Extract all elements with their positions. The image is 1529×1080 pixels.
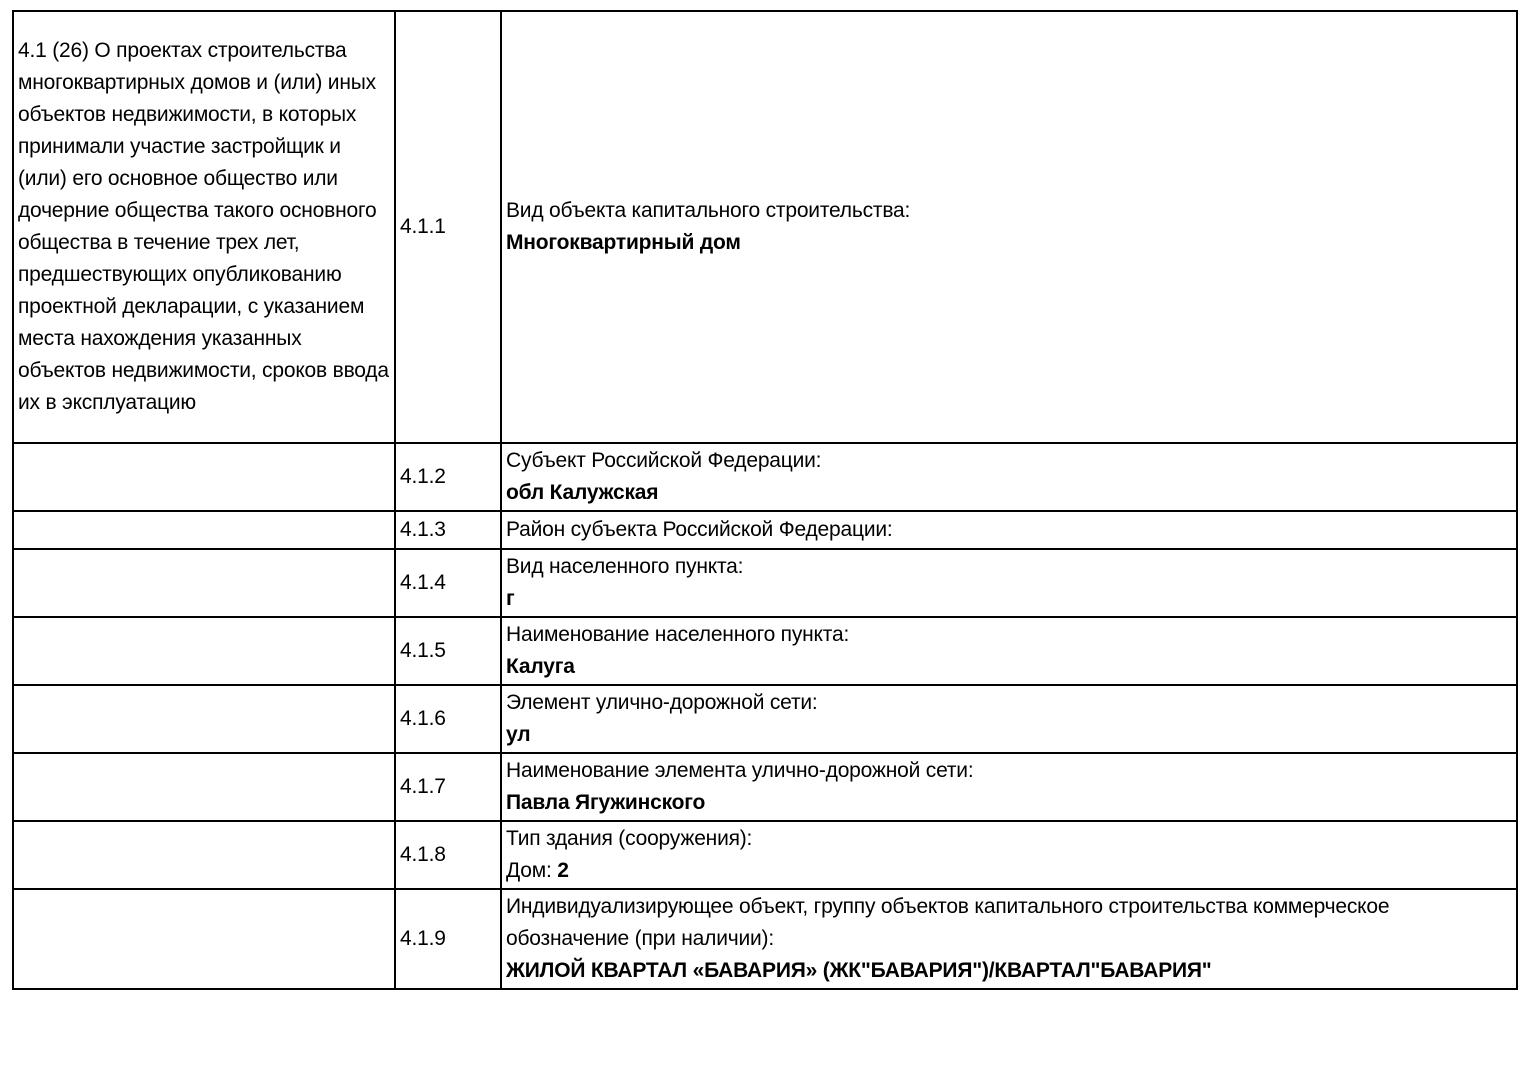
table-row: [13, 685, 1517, 753]
field-label: Индивидуализирующее объект, группу объектов капитального строительства коммерческое обозначение (при наличии):: [506, 895, 1390, 950]
field-value: Павла Ягужинского: [506, 791, 706, 814]
field-cell: [501, 617, 1517, 685]
declaration-table: [12, 10, 1518, 990]
field-value: ЖИЛОЙ КВАРТАЛ «БАВАРИЯ» (ЖК"БАВАРИЯ")/КВАРТАЛ"БАВАРИЯ": [506, 959, 1212, 982]
table-row: [13, 443, 1517, 511]
item-code: 4.1.7: [395, 753, 501, 821]
field-label: Тип здания (сооружения):: [506, 827, 753, 850]
section-empty-cell: [13, 753, 395, 821]
table-row: [13, 753, 1517, 821]
field-cell: [501, 821, 1517, 889]
section-description: 4.1 (26) О проектах строительства многоквартирных домов и (или) иных объектов недвижимости, в которых принимали участие застройщик и (или) его основное общество или дочерние общества такого основного общества в течение трех лет, предшествующих опубликованию проектной декларации, с указанием места нахождения указанных объектов недвижимости, сроков ввода их в эксплуатацию: [13, 11, 395, 443]
field-value: обл Калужская: [506, 481, 659, 504]
section-empty-cell: [13, 889, 395, 989]
field-label: Вид населенного пункта:: [506, 555, 744, 578]
field-label: Район субъекта Российской Федерации:: [506, 518, 893, 541]
field-label: Элемент улично-дорожной сети:: [506, 691, 818, 714]
section-empty-cell: [13, 443, 395, 511]
item-code: 4.1.2: [395, 443, 501, 511]
field-value: ул: [506, 723, 531, 746]
item-code: 4.1.3: [395, 511, 501, 549]
section-empty-cell: [13, 685, 395, 753]
field-cell: [501, 889, 1517, 989]
field-cell: [501, 753, 1517, 821]
item-code: 4.1.1: [395, 11, 501, 443]
field-value: Многоквартирный дом: [506, 231, 741, 254]
field-cell: [501, 511, 1517, 549]
item-code: 4.1.4: [395, 549, 501, 617]
item-code: 4.1.6: [395, 685, 501, 753]
section-empty-cell: [13, 511, 395, 549]
field-value: г: [506, 587, 515, 610]
table-row: [13, 821, 1517, 889]
section-empty-cell: [13, 617, 395, 685]
field-cell: [501, 685, 1517, 753]
field-label: Вид объекта капитального строительства:: [506, 199, 911, 222]
field-label: Наименование населенного пункта:: [506, 623, 850, 646]
section-empty-cell: [13, 549, 395, 617]
item-code: 4.1.5: [395, 617, 501, 685]
field-label: Субъект Российской Федерации:: [506, 449, 822, 472]
section-empty-cell: [13, 821, 395, 889]
table-row: [13, 511, 1517, 549]
field-value: Дом: 2: [506, 859, 569, 882]
table-row: [13, 11, 1517, 443]
field-cell: [501, 443, 1517, 511]
field-cell: [501, 549, 1517, 617]
table-row: [13, 617, 1517, 685]
field-value: Калуга: [506, 655, 575, 678]
item-code: 4.1.8: [395, 821, 501, 889]
table-row: [13, 889, 1517, 989]
table-row: [13, 549, 1517, 617]
item-code: 4.1.9: [395, 889, 501, 989]
field-label: Наименование элемента улично-дорожной сети:: [506, 759, 974, 782]
field-cell: [501, 11, 1517, 443]
